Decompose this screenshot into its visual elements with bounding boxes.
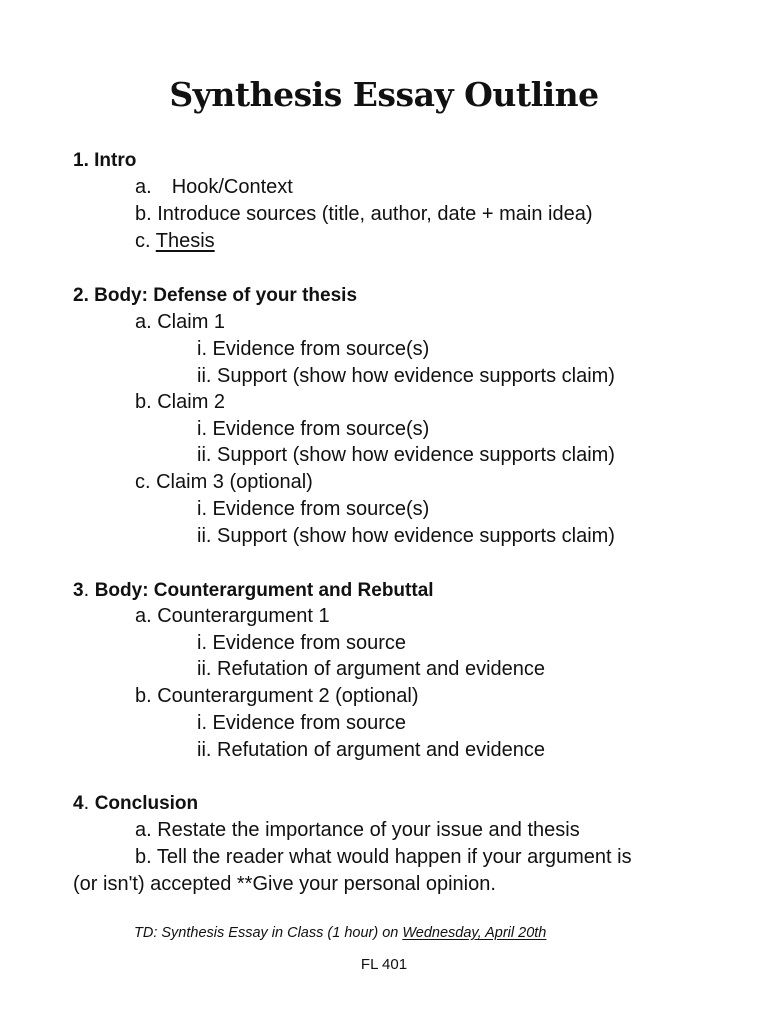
body-claim-2-support: ii. Support (show how evidence supports claim) [197, 444, 615, 466]
section-number-4: 4 [73, 793, 84, 814]
section-heading-counterargument [73, 577, 434, 604]
section-heading-intro: 1. Intro [73, 150, 137, 171]
section-title-counterargument: Body: Counterargument and Rebuttal [94, 580, 434, 601]
section-title-conclusion: Conclusion [94, 793, 199, 814]
counterargument-1: a. Counterargument 1 [135, 605, 330, 627]
conclusion-item-b-line-2: (or isn't) accepted **Give your personal opinion. [73, 873, 496, 895]
page-title: Synthesis Essay Outline [169, 75, 599, 114]
section-heading-body: 2. Body: Defense of your thesis [73, 285, 358, 306]
body-claim-1: a. Claim 1 [135, 311, 226, 333]
intro-item-a [135, 174, 293, 201]
intro-item-b: b. Introduce sources (title, author, date + main idea) [135, 203, 593, 225]
counterargument-1-evidence: i. Evidence from source [197, 632, 406, 654]
counterargument-2-evidence: i. Evidence from source [197, 712, 406, 734]
footnote-date: Wednesday, April 20th [402, 925, 547, 941]
conclusion-item-b-line-1: b. Tell the reader what would happen if your argument is [135, 846, 632, 868]
body-claim-3-support: ii. Support (show how evidence supports claim) [197, 525, 615, 547]
intro-item-c [135, 228, 215, 255]
footnote-text: TD: Synthesis Essay in Class (1 hour) on [134, 925, 403, 941]
section-heading-conclusion [73, 790, 198, 817]
body-claim-1-support: ii. Support (show how evidence supports claim) [197, 365, 615, 387]
conclusion-item-a: a. Restate the importance of your issue and thesis [135, 819, 580, 841]
body-claim-3: c. Claim 3 (optional) [135, 471, 313, 493]
intro-item-c-thesis: Thesis [155, 230, 215, 252]
intro-item-c-marker: c. [135, 230, 151, 252]
counterargument-2-refutation: ii. Refutation of argument and evidence [197, 739, 545, 761]
footnote [134, 922, 546, 944]
course-code: FL 401 [360, 956, 408, 973]
body-claim-1-evidence: i. Evidence from source(s) [197, 338, 430, 360]
body-claim-3-evidence: i. Evidence from source(s) [197, 498, 430, 520]
intro-item-a-marker: a. [135, 176, 152, 198]
body-claim-2-evidence: i. Evidence from source(s) [197, 418, 430, 440]
intro-item-a-text: Hook/Context [171, 176, 293, 198]
section-number-3: 3 [73, 580, 84, 601]
section-number-3-dot: . [83, 579, 90, 601]
body-claim-2: b. Claim 2 [135, 391, 226, 413]
counterargument-2: b. Counterargument 2 (optional) [135, 685, 419, 707]
counterargument-1-refutation: ii. Refutation of argument and evidence [197, 658, 545, 680]
section-number-4-dot: . [83, 792, 90, 814]
